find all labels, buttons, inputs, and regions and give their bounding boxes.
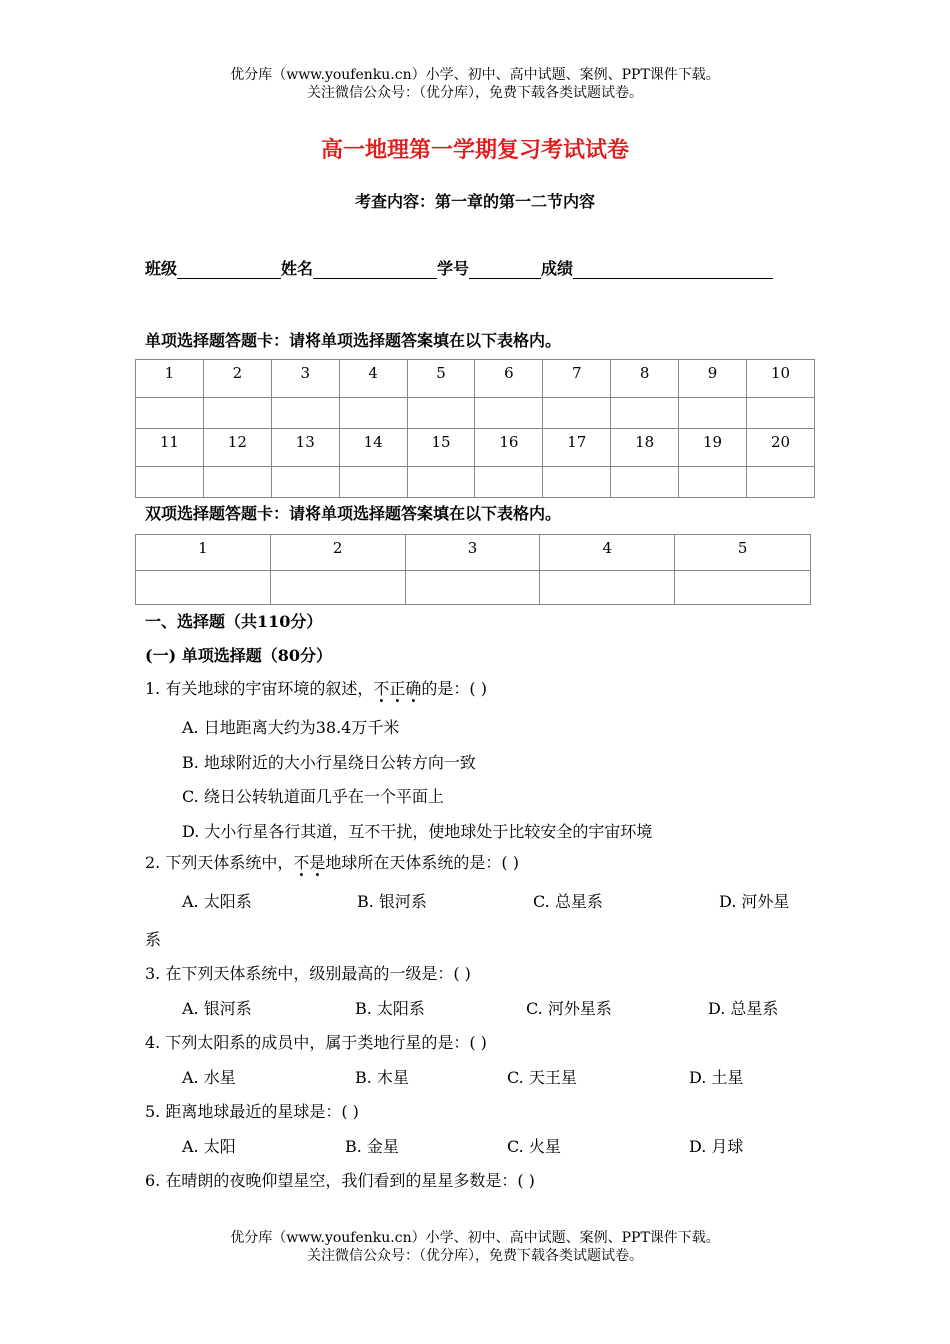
answer-cell[interactable] bbox=[679, 398, 747, 429]
option-d: D. 总星系 bbox=[708, 999, 779, 1018]
option-d-wrap: 系 bbox=[145, 930, 162, 949]
student-info-line bbox=[145, 256, 773, 279]
option-c: C. 天王星 bbox=[507, 1068, 577, 1087]
single-choice-card-label: 单项选择题答题卡：请将单项选择题答案填在以下表格内。 bbox=[145, 331, 562, 350]
answer-cell[interactable] bbox=[203, 398, 271, 429]
id-label: 学号 bbox=[437, 259, 470, 278]
score-blank[interactable] bbox=[573, 260, 773, 279]
answer-cell[interactable] bbox=[405, 571, 540, 605]
double-choice-answer-grid bbox=[135, 534, 811, 605]
option-b: B. 太阳系 bbox=[355, 999, 425, 1018]
grid-number-cell: 1 bbox=[136, 360, 204, 398]
question-1 bbox=[145, 676, 487, 699]
id-blank[interactable] bbox=[469, 260, 541, 279]
answer-cell[interactable] bbox=[271, 467, 339, 498]
question-text: 1. 有关地球的宇宙环境的叙述， bbox=[145, 679, 374, 698]
answer-cell[interactable] bbox=[136, 398, 204, 429]
answer-cell[interactable] bbox=[679, 467, 747, 498]
grid-number-cell: 5 bbox=[675, 535, 811, 571]
grid-number-cell: 17 bbox=[543, 429, 611, 467]
class-blank[interactable] bbox=[177, 260, 281, 279]
grid-number-cell: 3 bbox=[271, 360, 339, 398]
grid-answer-row bbox=[136, 571, 811, 605]
answer-cell[interactable] bbox=[475, 398, 543, 429]
double-choice-card-label: 双项选择题答题卡：请将单项选择题答案填在以下表格内。 bbox=[145, 504, 562, 523]
grid-number-cell: 4 bbox=[540, 535, 675, 571]
answer-cell[interactable] bbox=[270, 571, 405, 605]
question-text: 地球所在天体系统的是：( ) bbox=[325, 853, 519, 872]
grid-number-cell: 8 bbox=[611, 360, 679, 398]
option-c: C. 绕日公转轨道面几乎在一个平面上 bbox=[182, 787, 444, 806]
question-4: 4. 下列太阳系的成员中，属于类地行星的是：( ) bbox=[145, 1033, 487, 1052]
grid-number-cell: 7 bbox=[543, 360, 611, 398]
answer-cell[interactable] bbox=[136, 571, 271, 605]
answer-cell[interactable] bbox=[407, 398, 475, 429]
question-text: 2. 下列天体系统中， bbox=[145, 853, 294, 872]
grid-number-row-1 bbox=[136, 360, 815, 398]
option-d: D. 大小行星各行其道，互不干扰，使地球处于比较安全的宇宙环境 bbox=[182, 822, 653, 841]
answer-cell[interactable] bbox=[136, 467, 204, 498]
option-a: A. 银河系 bbox=[182, 999, 252, 1018]
option-c: C. 总星系 bbox=[533, 892, 603, 911]
grid-number-cell: 13 bbox=[271, 429, 339, 467]
emphasis-char: 不 bbox=[373, 679, 390, 698]
footer-line-2: 关注微信公众号：（优分库），免费下载各类试题试卷。 bbox=[307, 1248, 643, 1264]
class-label: 班级 bbox=[145, 259, 178, 278]
score-label: 成绩 bbox=[541, 259, 574, 278]
question-5: 5. 距离地球最近的星球是：( ) bbox=[145, 1102, 359, 1121]
emphasis-char: 不 bbox=[293, 853, 310, 872]
footer-line-1: 优分库（www.youfenku.cn）小学、初中、高中试题、案例、PPT课件下载。 bbox=[230, 1230, 720, 1246]
option-b: B. 银河系 bbox=[357, 892, 427, 911]
answer-cell[interactable] bbox=[407, 467, 475, 498]
option-a: A. 太阳 bbox=[182, 1137, 236, 1156]
answer-cell[interactable] bbox=[339, 467, 407, 498]
grid-number-cell: 11 bbox=[136, 429, 204, 467]
emphasis-char: 正 bbox=[389, 679, 406, 698]
grid-number-cell: 1 bbox=[136, 535, 271, 571]
name-blank[interactable] bbox=[313, 260, 437, 279]
answer-cell[interactable] bbox=[271, 398, 339, 429]
question-6: 6. 在晴朗的夜晚仰望星空，我们看到的星星多数是：( ) bbox=[145, 1171, 535, 1190]
answer-cell[interactable] bbox=[540, 571, 675, 605]
answer-cell[interactable] bbox=[611, 398, 679, 429]
answer-cell[interactable] bbox=[747, 398, 815, 429]
grid-number-cell: 2 bbox=[270, 535, 405, 571]
option-c: C. 河外星系 bbox=[526, 999, 612, 1018]
grid-number-cell: 10 bbox=[747, 360, 815, 398]
question-3: 3. 在下列天体系统中，级别最高的一级是：( ) bbox=[145, 964, 471, 983]
answer-cell[interactable] bbox=[475, 467, 543, 498]
exam-title: 高一地理第一学期复习考试试卷 bbox=[320, 137, 629, 163]
grid-number-cell: 19 bbox=[679, 429, 747, 467]
option-a: A. 日地距离大约为38.4万千米 bbox=[182, 718, 400, 737]
option-b: B. 木星 bbox=[355, 1068, 409, 1087]
option-d: D. 河外星 bbox=[719, 892, 790, 911]
grid-number-cell: 15 bbox=[407, 429, 475, 467]
grid-number-cell: 18 bbox=[611, 429, 679, 467]
emphasis-char: 是 bbox=[309, 853, 326, 872]
header-line-2: 关注微信公众号：（优分库），免费下载各类试题试卷。 bbox=[307, 85, 643, 101]
answer-cell[interactable] bbox=[203, 467, 271, 498]
option-b: B. 金星 bbox=[345, 1137, 399, 1156]
grid-answer-row-2 bbox=[136, 467, 815, 498]
grid-number-row-2 bbox=[136, 429, 815, 467]
grid-number-cell: 20 bbox=[747, 429, 815, 467]
answer-cell[interactable] bbox=[543, 398, 611, 429]
answer-cell[interactable] bbox=[611, 467, 679, 498]
header-line-1: 优分库（www.youfenku.cn）小学、初中、高中试题、案例、PPT课件下载。 bbox=[230, 67, 720, 83]
answer-cell[interactable] bbox=[339, 398, 407, 429]
grid-number-cell: 2 bbox=[203, 360, 271, 398]
grid-number-cell: 9 bbox=[679, 360, 747, 398]
answer-cell[interactable] bbox=[747, 467, 815, 498]
answer-cell[interactable] bbox=[675, 571, 811, 605]
option-d: D. 月球 bbox=[689, 1137, 744, 1156]
grid-number-row bbox=[136, 535, 811, 571]
grid-answer-row-1 bbox=[136, 398, 815, 429]
answer-cell[interactable] bbox=[543, 467, 611, 498]
option-c: C. 火星 bbox=[507, 1137, 561, 1156]
option-b: B. 地球附近的大小行星绕日公转方向一致 bbox=[182, 753, 476, 772]
option-a: A. 太阳系 bbox=[182, 892, 252, 911]
grid-number-cell: 5 bbox=[407, 360, 475, 398]
grid-number-cell: 14 bbox=[339, 429, 407, 467]
question-text: 的是：( ) bbox=[421, 679, 487, 698]
exam-subtitle: 考查内容：第一章的第一二节内容 bbox=[354, 192, 595, 211]
emphasis-char: 确 bbox=[405, 679, 422, 698]
grid-number-cell: 4 bbox=[339, 360, 407, 398]
grid-number-cell: 12 bbox=[203, 429, 271, 467]
subsection-heading: (一) 单项选择题（80分） bbox=[145, 646, 332, 665]
grid-number-cell: 16 bbox=[475, 429, 543, 467]
option-a: A. 水星 bbox=[182, 1068, 236, 1087]
question-2 bbox=[145, 850, 519, 873]
single-choice-answer-grid bbox=[135, 359, 815, 498]
option-d: D. 土星 bbox=[689, 1068, 744, 1087]
grid-number-cell: 3 bbox=[405, 535, 540, 571]
grid-number-cell: 6 bbox=[475, 360, 543, 398]
section-heading: 一、选择题（共110分） bbox=[145, 612, 323, 631]
name-label: 姓名 bbox=[281, 259, 314, 278]
